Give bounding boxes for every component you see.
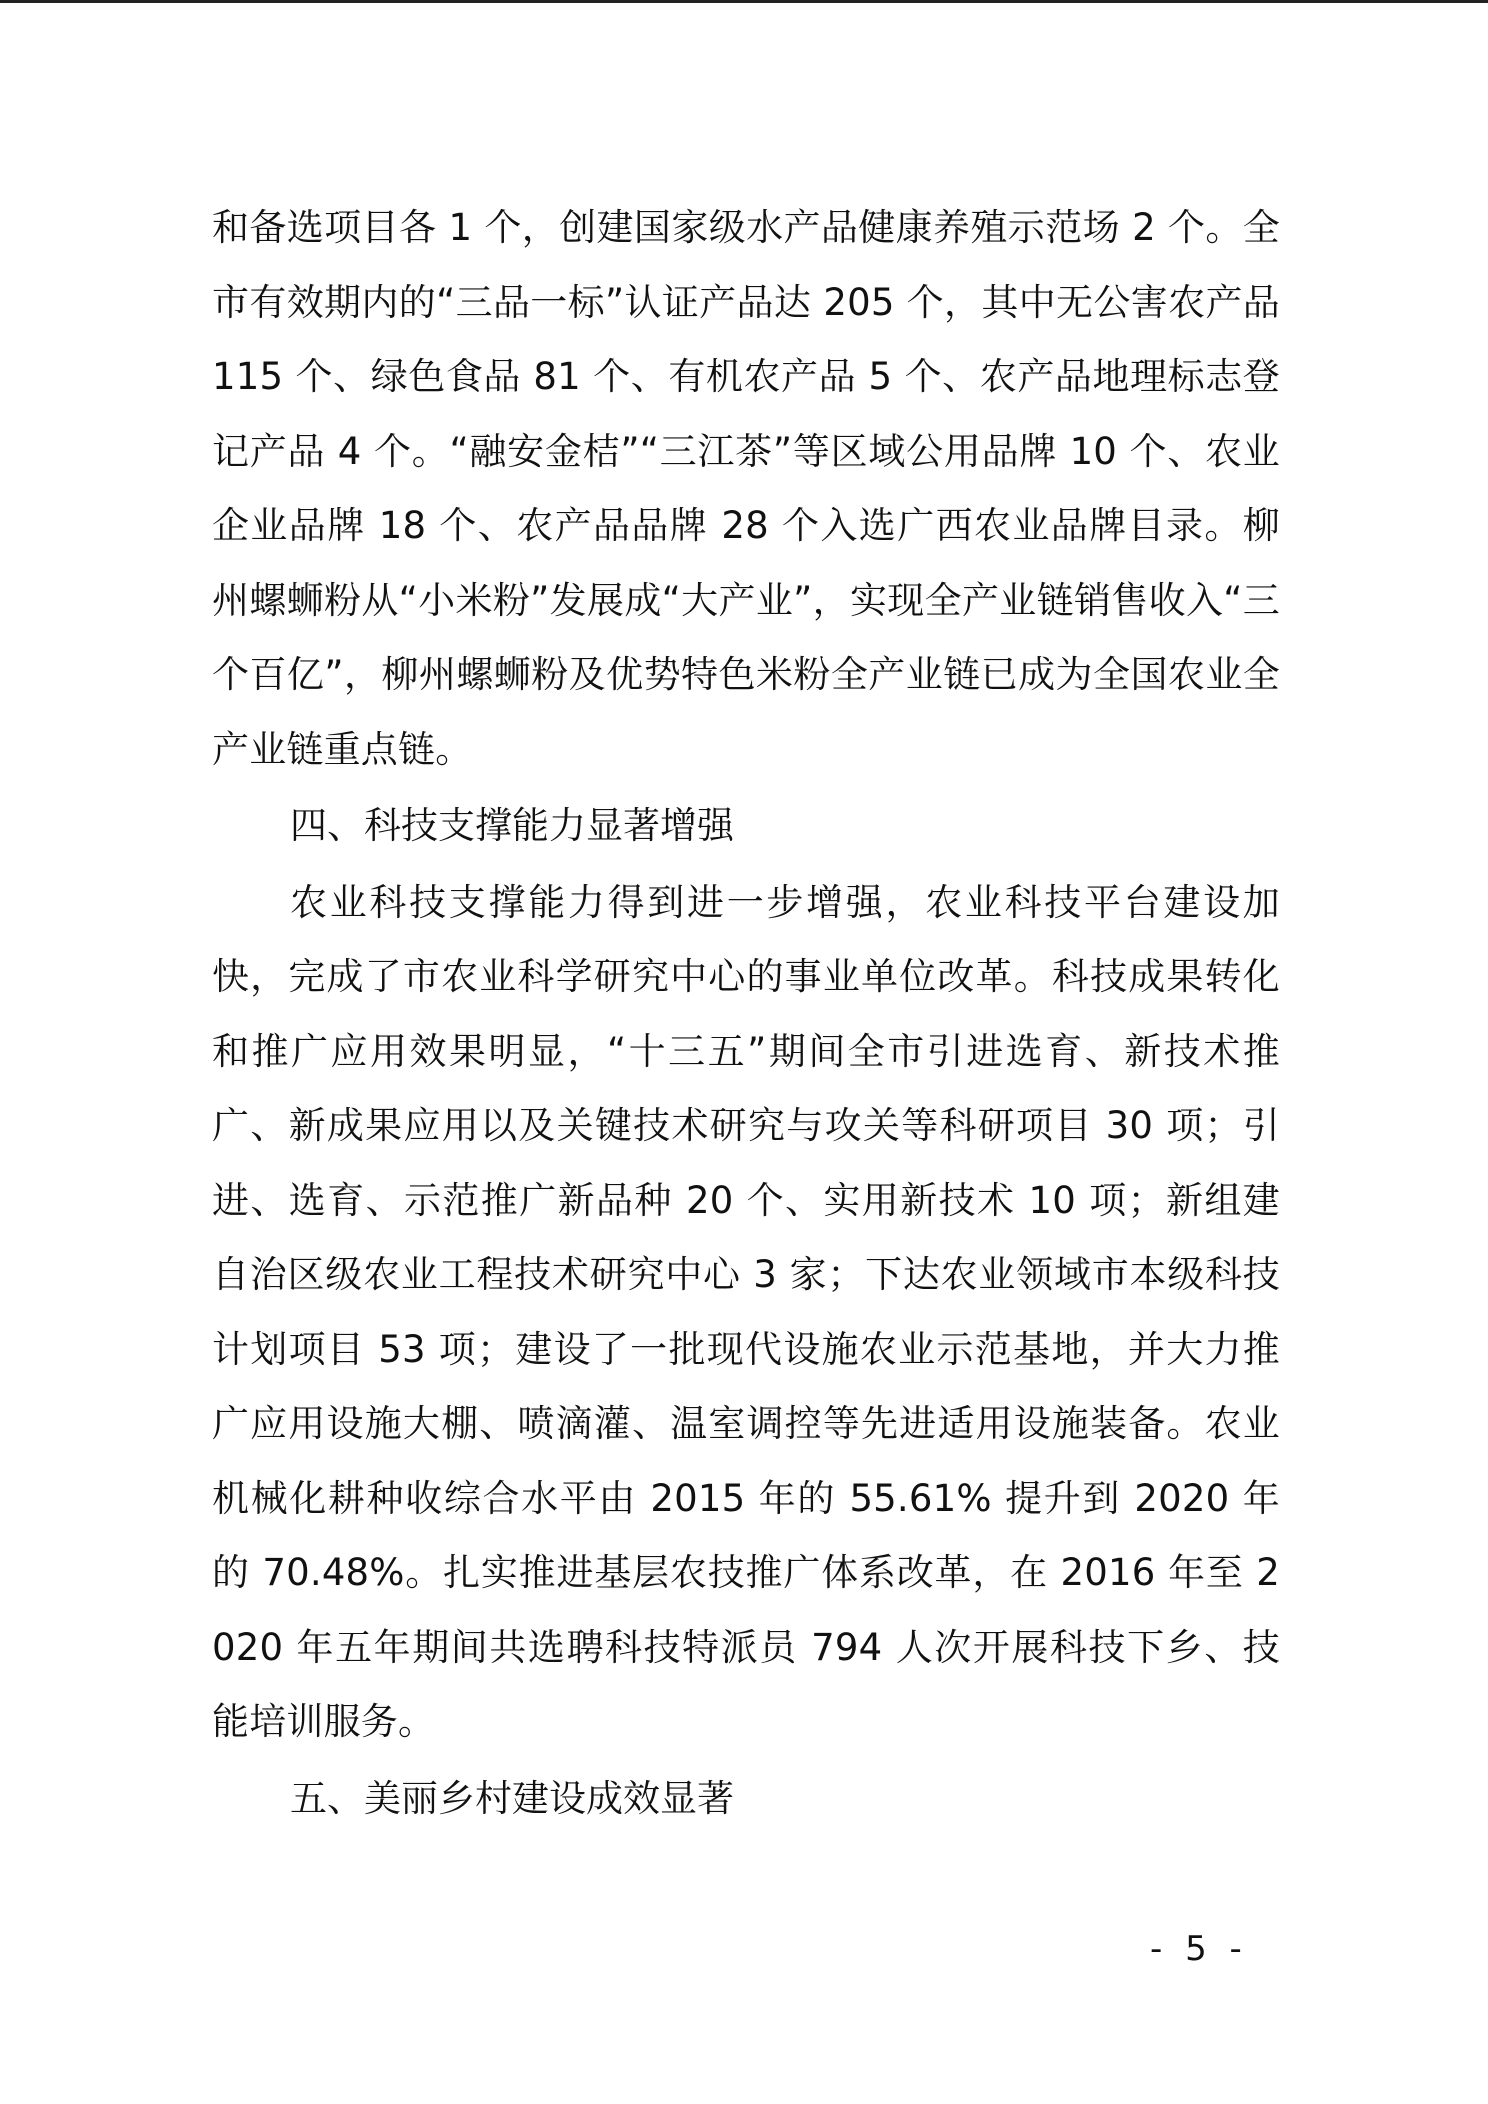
paragraph-brands: 和备选项目各 1 个，创建国家级水产品健康养殖示范场 2 个。全市有效期内的“三品一标”认证产品达 205 个，其中无公害农产品 115 个、绿色食品 81 个、有机农产品 5 个、农产品地理标志登记产品 4 个。“融安金桔”“三江茶”等区域公用品牌 10 个、农业企业品牌 18 个、农产品品牌 28 个入选广西农业品牌目录。柳州螺蛳粉从“小米粉”发展成“大产业”，实现全产业链销售收入“三个百亿”，柳州螺蛳粉及优势特色米粉全产业链已成为全国农业全产业链重点链。 [212,206,1280,771]
section-heading-beautiful-villages: 五、美丽乡村建设成效显著 [290,1776,734,1820]
section-heading-tech-support: 四、科技支撑能力显著增强 [290,804,734,847]
document-body [212,191,1280,1836]
page-number: - 5 - [1150,1929,1248,1969]
paragraph-tech-support: 农业科技支撑能力得到进一步增强，农业科技平台建设加快，完成了市农业科学研究中心的事业单位改革。科技成果转化和推广应用效果明显，“十三五”期间全市引进选育、新技术推广、新成果应用以及关键技术研究与攻关等科研项目 30 项；引进、选育、示范推广新品种 20 个、实用新技术 10 项；新组建自治区级农业工程技术研究中心 3 家；下达农业领域市本级科技计划项目 53 项；建设了一批现代设施农业示范基地，并大力推广应用设施大棚、喷滴灌、温室调控等先进适用设施装备。农业机械化耕种收综合水平由 2015 年的 55.61% 提升到 2020 年的 70.48%。扎实推进基层农技推广体系改革，在 2016 年至 2020 年五年期间共选聘科技特派员 794 人次开展科技下乡、技能培训服务。 [212,880,1280,1743]
